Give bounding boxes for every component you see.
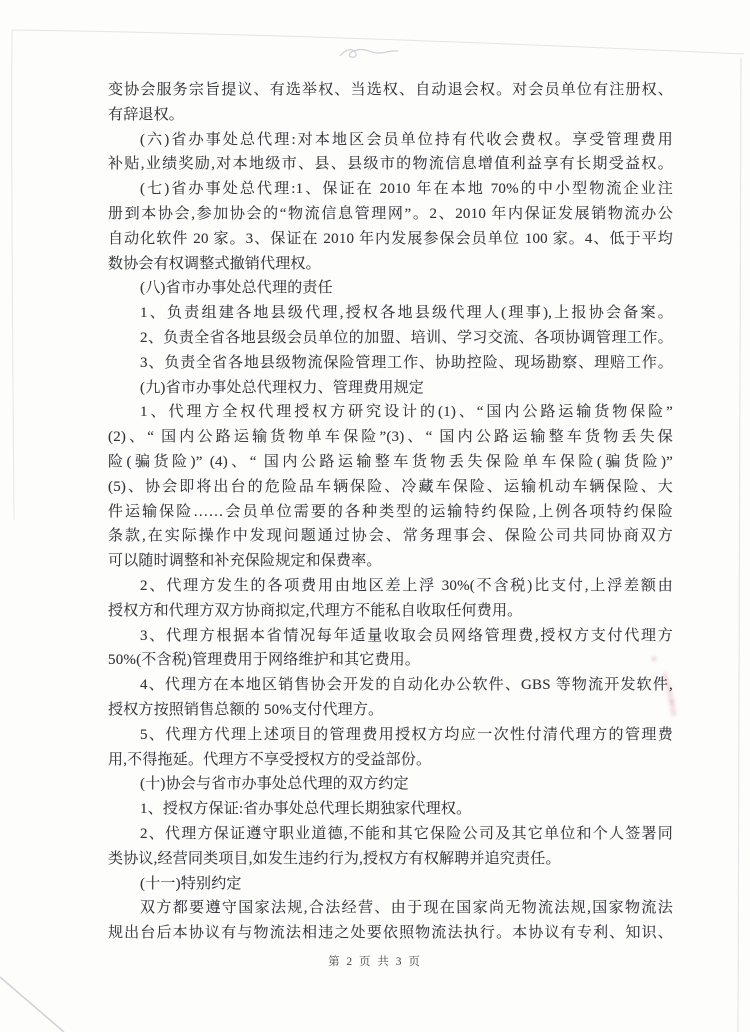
text-line: 2、代理方保证遵守职业道德,不能和其它保险公司及其它单位和个人签署同 <box>140 825 673 842</box>
text-line: (5)、协会即将出台的危险品车辆保险、冷藏车保险、运输机动车辆保险、大 <box>108 478 673 495</box>
text-line: 险(骗货险)” (4)、“ 国内公路运输整车货物丢失保险单车保险(骗货险)” <box>108 453 673 470</box>
text-line: 用,不得拖延。代理方不享受授权方的受益部份。 <box>108 751 432 768</box>
text-line: (九)省市办事处总代理权力、管理费用规定 <box>140 379 424 396</box>
text-line: 50%(不含税)管理费用于网络维护和其它费用。 <box>108 652 421 669</box>
text-line: 双方都要遵守国家法规,合法经营、由于现在国家尚无物流法规,国家物流法 <box>140 900 673 917</box>
text-line: (六)省办事处总代理:对本地区会员单位持有代收会费权。享受管理费用 <box>140 131 673 148</box>
text-line: 3、代理方根据本省情况每年适量收取会员网络管理费,授权方支付代理方 <box>140 627 673 644</box>
text-line: 5、代理方代理上述项目的管理费用授权方均应一次性付清代理方的管理费 <box>140 726 673 743</box>
corner-fold-crease <box>0 977 64 1032</box>
text-line: 2、代理方发生的各项费用由地区差上浮 30%(不含税)比支付,上浮差额由 <box>140 577 673 594</box>
right-crease-line <box>738 58 741 1032</box>
text-line: 4、代理方在本地区销售协会开发的自动化办公软件、GBS 等物流开发软件, <box>140 677 673 694</box>
text-line: 件运输保险……会员单位需要的各种类型的运输特约保险,上例各项特约保险 <box>108 503 673 520</box>
text-line: 补贴,业绩奖励,对本地级市、县、县级市的物流信息增值利益享有长期受益权。 <box>108 156 673 173</box>
text-line: 有辞退权。 <box>108 106 185 123</box>
text-line: (八)省市办事处总代理的责任 <box>140 280 333 297</box>
text-line: 2、负责全省各地县级会员单位的加盟、培训、学习交流、各项协调管理工作。 <box>140 329 673 346</box>
text-line: (十)协会与省市办事处总代理的双方约定 <box>140 776 409 793</box>
page-number: 第 2 页 共 3 页 <box>328 956 422 968</box>
text-line: 类协议,经营同类项目,如发生违约行为,授权方有权解聘并追究责任。 <box>108 850 561 867</box>
text-line: 数协会有权调整式撤销代理权。 <box>108 255 321 272</box>
text-line: 可以随时调整和补充保险规定和保费率。 <box>108 553 382 570</box>
top-crease-line <box>12 30 744 54</box>
text-line: 条款,在实际操作中发现问题通过协会、常务理事会、保险公司共同协商双方 <box>108 528 673 545</box>
text-line: (七)省办事处总代理:1、保证在 2010 年在本地 70%的中小型物流企业注 <box>140 181 673 198</box>
text-line: 规出台后本协议有与物流法相违之处要依照物流法执行。本协议有专利、知识、 <box>108 925 673 942</box>
text-line: (2)、“ 国内公路运输货物单车保险”(3)、“ 国内公路运输整车货物丢失保 <box>108 429 673 446</box>
text-line: 授权方按照销售总额的 50%支付代理方。 <box>108 701 384 718</box>
text-line: 3、负责全省各地县级物流保险管理工作、协助控险、现场勘察、理赔工作。 <box>140 354 673 371</box>
text-line: 1、负责组建各地县级代理,授权各地县级代理人(理事),上报协会备案。 <box>140 305 673 322</box>
text-line: 1、授权方保证:省办事处总代理长期独家代理权。 <box>140 801 472 818</box>
text-line: 变协会服务宗旨提议、有选举权、当选权、自动退会权。对会员单位有注册权、 <box>108 82 673 98</box>
text-line: 授权方和代理方双方协商拟定,代理方不能私自收取任何费用。 <box>108 602 523 619</box>
text-line: 册到本协会,参加协会的“物流信息管理网”。2、2010 年内保证发展销物流办公 <box>108 205 673 222</box>
document-body <box>108 78 673 946</box>
text-line: 1、代理方全权代理授权方研究设计的(1)、“国内公路运输货物保险” <box>140 404 673 421</box>
pencil-scribble <box>340 50 398 58</box>
left-crease-line <box>12 30 14 520</box>
text-line: 自动化软件 20 家。3、保证在 2010 年内发展参保会员单位 100 家。4、低于平均 <box>108 230 673 247</box>
text-line: (十一)特别约定 <box>140 875 242 892</box>
